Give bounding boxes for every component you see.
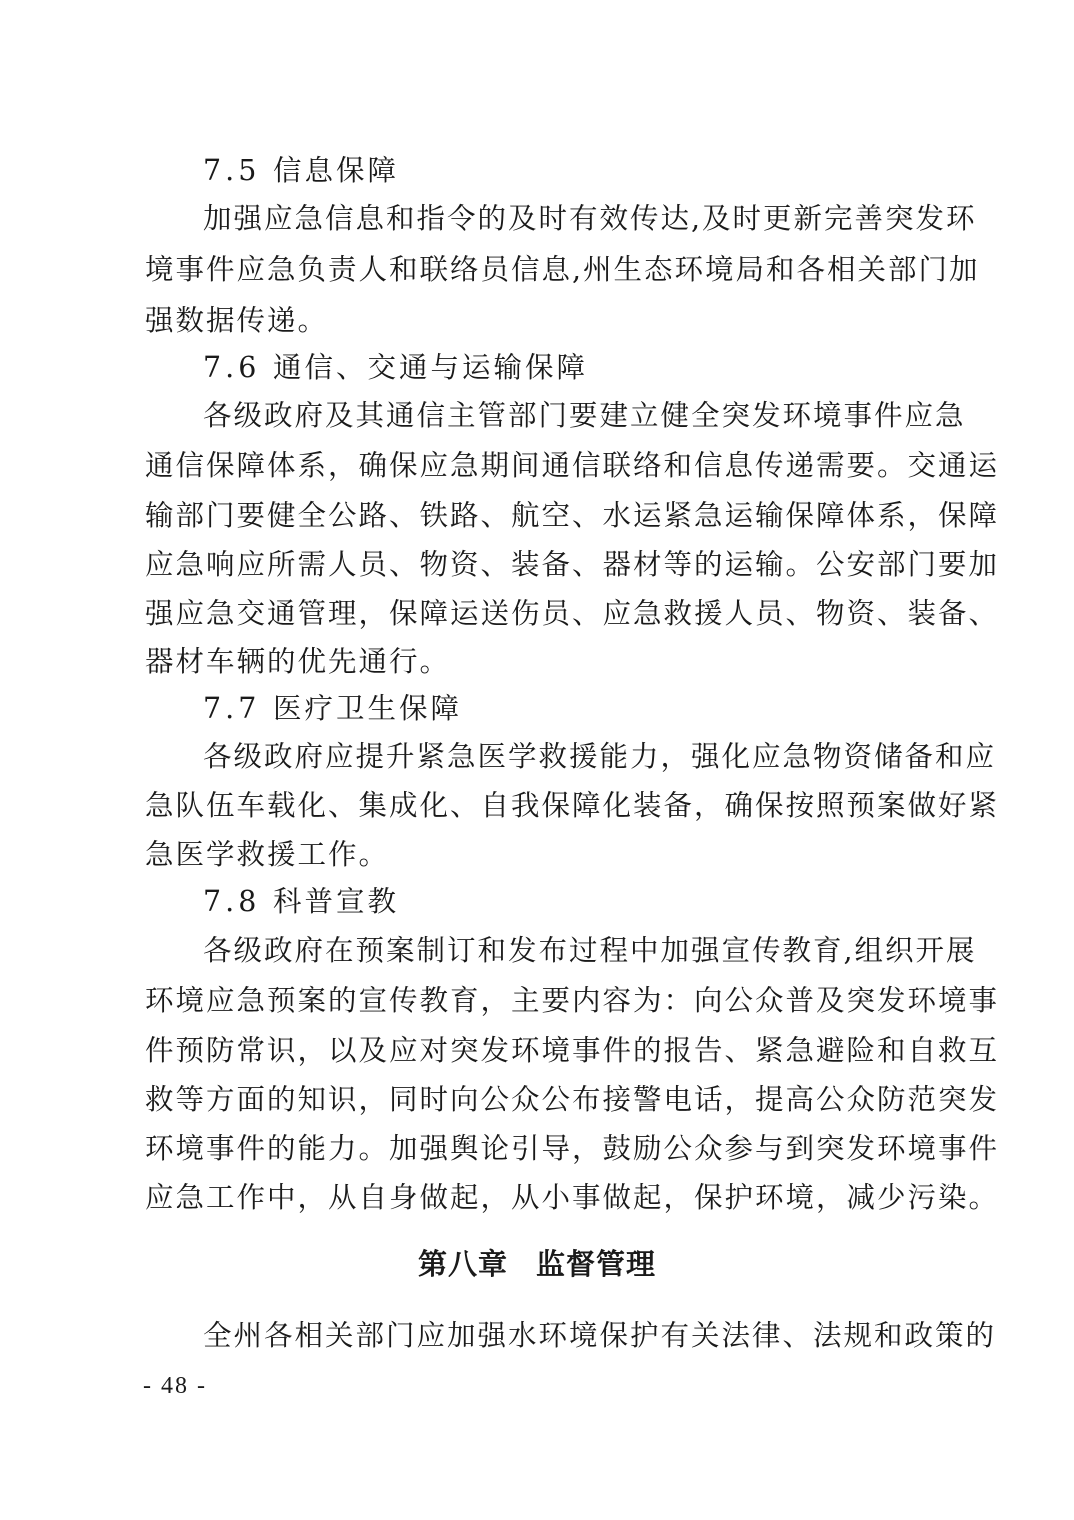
paragraph-line: 各级政府及其通信主管部门要建立健全突发环境事件应急 [203, 399, 966, 432]
chapter-heading [0, 1247, 1074, 1281]
section-number: 7.6 [203, 351, 261, 384]
paragraph-line: 环境应急预案的宣传教育，主要内容为：向公众普及突发环境事 [145, 984, 1000, 1017]
paragraph-line: 应急响应所需人员、物资、装备、器材等的运输。公安部门要加 [145, 548, 1000, 581]
section-number: 7.8 [203, 885, 261, 918]
paragraph-line: 全州各相关部门应加强水环境保护有关法律、法规和政策的 [203, 1319, 997, 1352]
paragraph-line: 强应急交通管理，保障运送伤员、应急救援人员、物资、装备、 [145, 597, 1000, 630]
chapter-number: 第八章 [417, 1247, 508, 1281]
paragraph-line: 各级政府应提升紧急医学救援能力，强化应急物资储备和应 [203, 740, 997, 773]
paragraph-line: 器材车辆的优先通行。 [145, 645, 451, 678]
section-title: 通信、交通与运输保障 [273, 351, 589, 384]
section-title: 科普宣教 [273, 885, 400, 918]
paragraph-line: 各级政府在预案制订和发布过程中加强宣传教育,组织开展 [203, 934, 977, 967]
paragraph-line: 救等方面的知识，同时向公众公布接警电话，提高公众防范突发 [145, 1083, 1000, 1116]
section-heading-7-7 [203, 692, 463, 725]
paragraph-line: 通信保障体系，确保应急期间通信联络和信息传递需要。交通运 [145, 449, 1000, 482]
section-heading-7-5 [203, 154, 400, 187]
paragraph-line: 应急工作中，从自身做起，从小事做起，保护环境，减少污染。 [145, 1181, 1000, 1214]
paragraph-line: 加强应急信息和指令的及时有效传达,及时更新完善突发环 [203, 202, 977, 235]
paragraph-line: 输部门要健全公路、铁路、航空、水运紧急运输保障体系，保障 [145, 499, 1000, 532]
paragraph-line: 强数据传递。 [145, 304, 329, 337]
paragraph-line: 境事件应急负责人和联络员信息,州生态环境局和各相关部门加 [145, 253, 980, 286]
section-number: 7.5 [203, 154, 261, 187]
paragraph-line: 急队伍车载化、集成化、自我保障化装备，确保按照预案做好紧 [145, 789, 1000, 822]
section-title: 信息保障 [273, 154, 400, 187]
chapter-title: 监督管理 [536, 1247, 657, 1281]
section-heading-7-6 [203, 351, 589, 384]
section-number: 7.7 [203, 692, 261, 725]
paragraph-line: 急医学救援工作。 [145, 838, 390, 871]
paragraph-line: 环境事件的能力。加强舆论引导，鼓励公众参与到突发环境事件 [145, 1132, 1000, 1165]
paragraph-line: 件预防常识，以及应对突发环境事件的报告、紧急避险和自救互 [145, 1034, 1000, 1067]
section-title: 医疗卫生保障 [273, 692, 463, 725]
section-heading-7-8 [203, 885, 400, 918]
page-number: - 48 - [143, 1373, 207, 1399]
